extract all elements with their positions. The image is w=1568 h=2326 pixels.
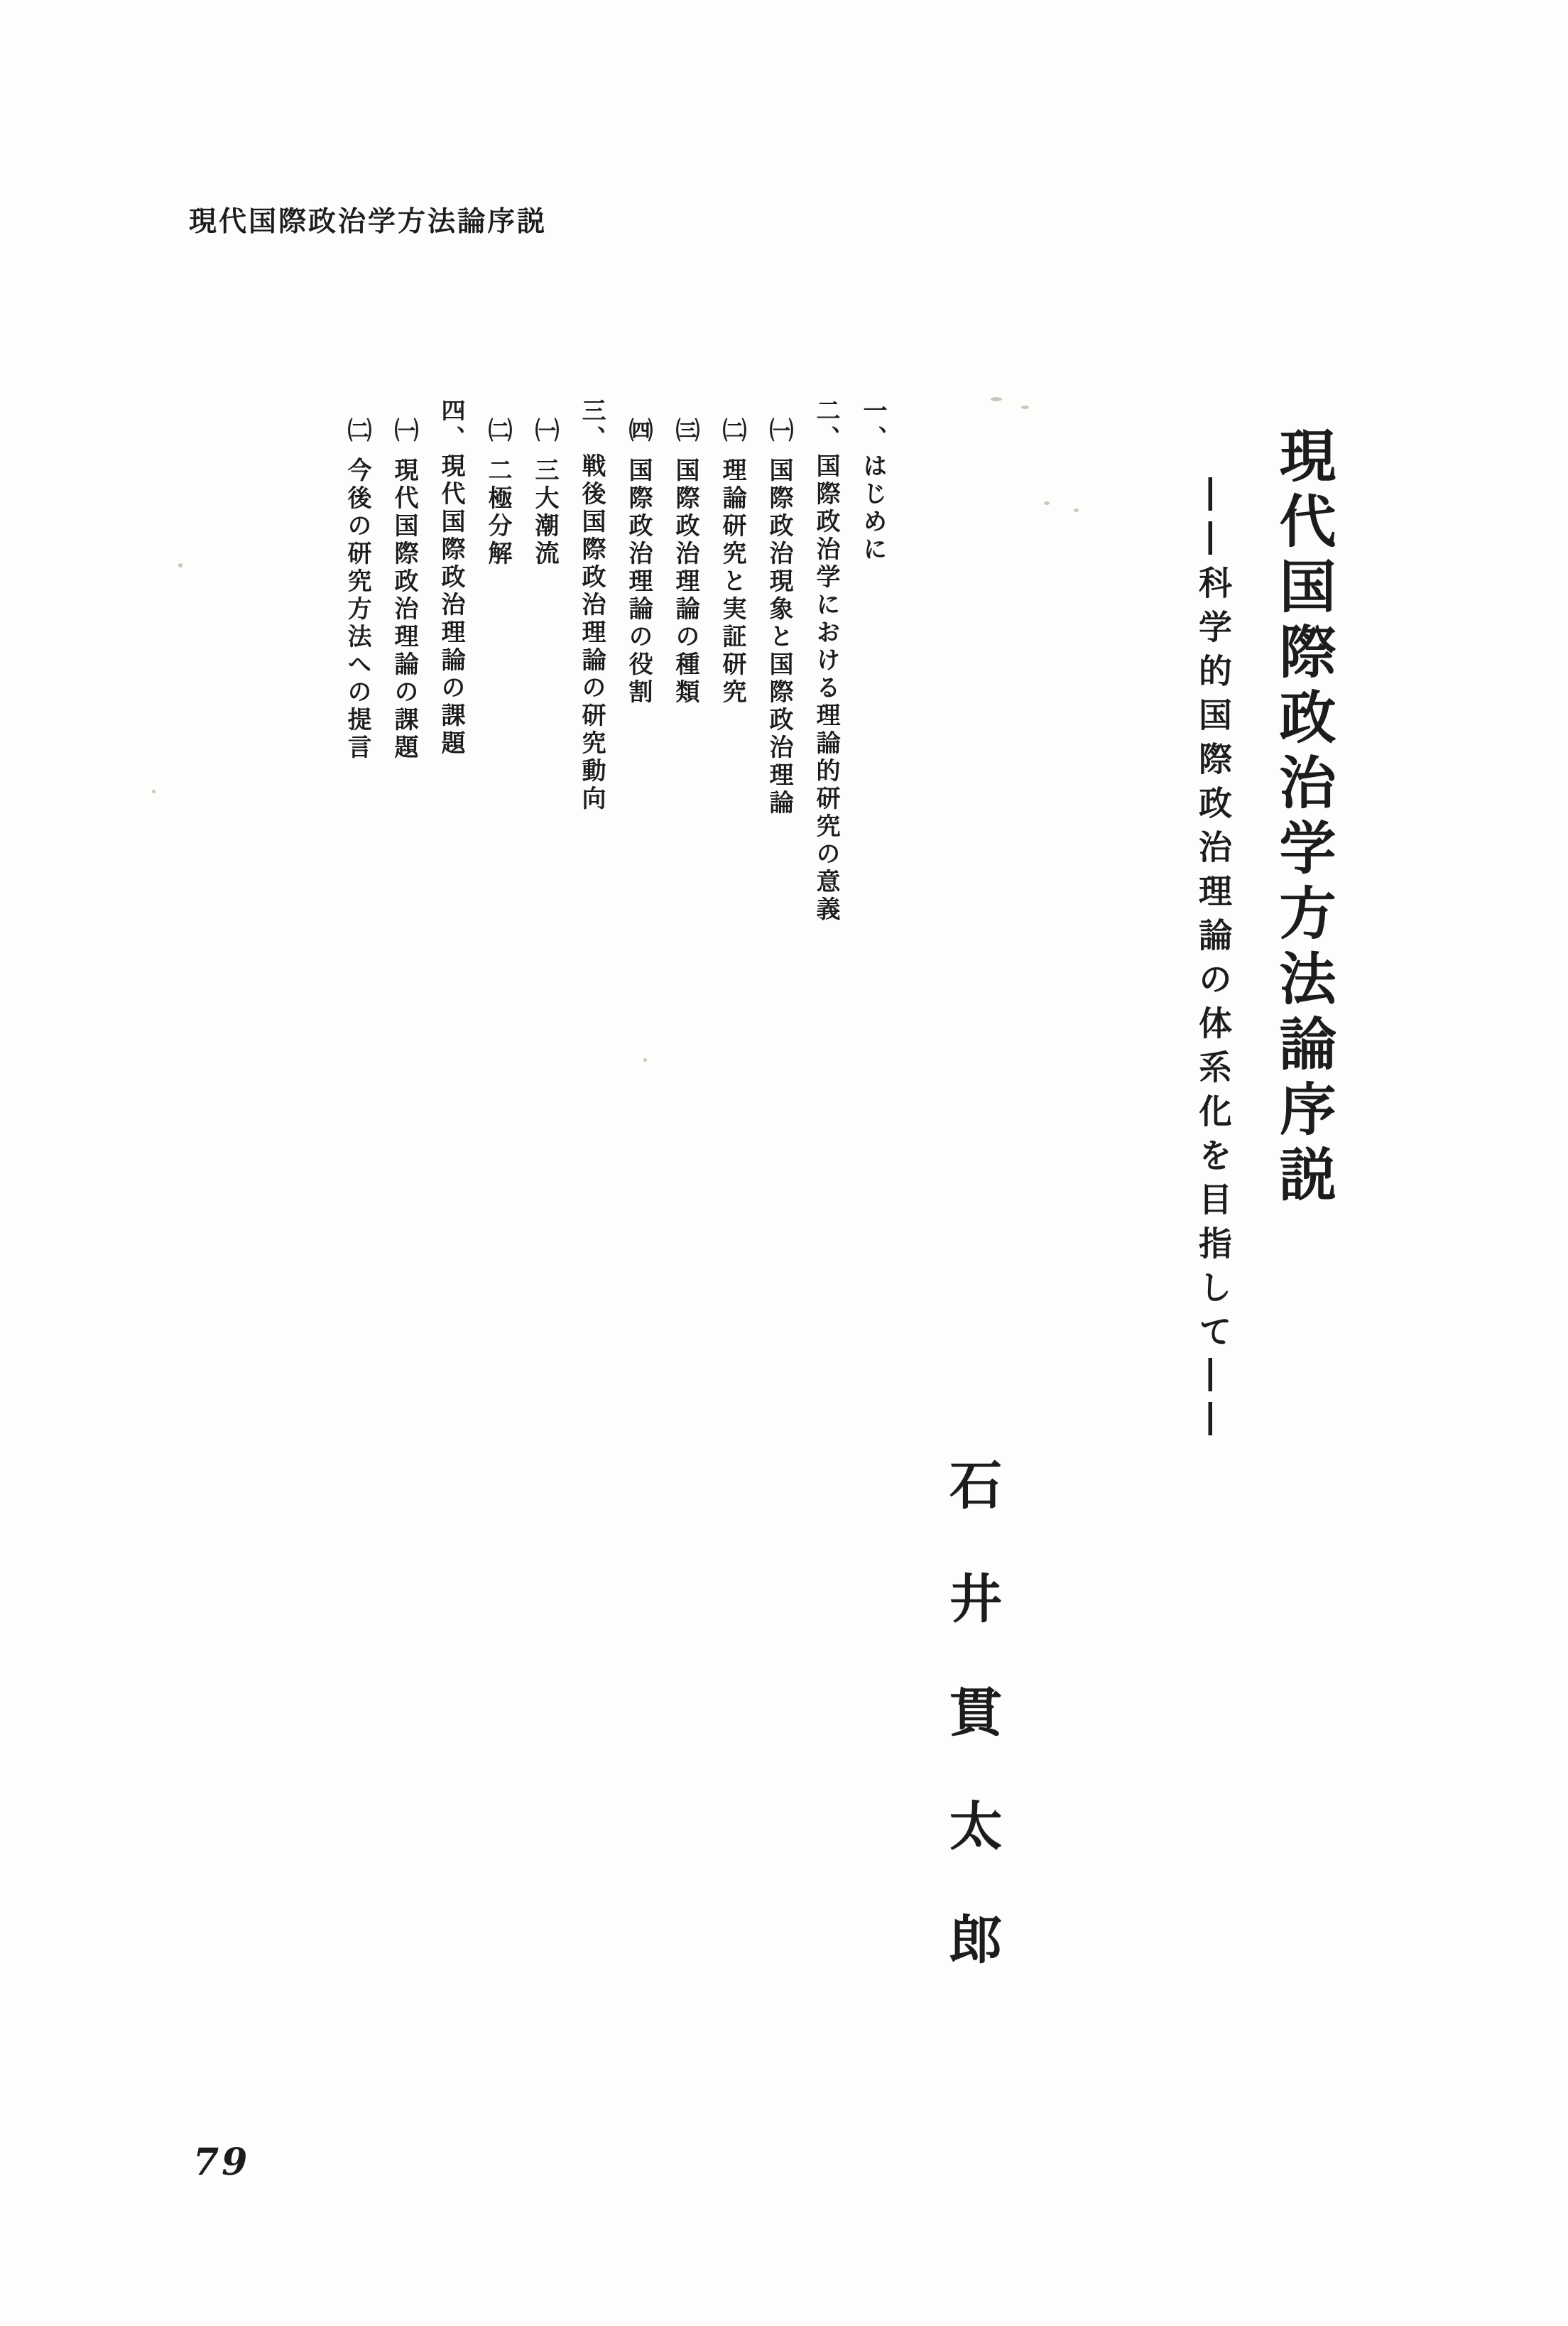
- scan-speckle: [1044, 501, 1050, 505]
- toc-item: ㈡ 今後の研究方法への提言: [343, 418, 371, 762]
- scan-speckle: [991, 397, 1002, 401]
- page-number: 79: [193, 2141, 251, 2184]
- scan-speckle: [643, 1058, 647, 1062]
- toc-item: ㈠ 三大潮流: [530, 418, 559, 568]
- toc-item: ㈡ 理論研究と実証研究: [718, 418, 746, 707]
- author-name: 石井貫太郎: [941, 1457, 1002, 2026]
- toc-item: ㈢ 国際政治理論の種類: [671, 418, 699, 707]
- scan-speckle: [1074, 509, 1079, 512]
- running-header: 現代国際政治学方法論序説: [189, 205, 548, 238]
- toc-item: ㈣ 国際政治理論の役割: [624, 418, 653, 707]
- toc-item: ㈡ 二極分解: [484, 418, 512, 568]
- toc-item: ㈠ 国際政治現象と国際政治理論: [765, 418, 793, 817]
- scan-speckle: [1021, 406, 1029, 409]
- toc-item: 二、国際政治学における理論的研究の意義: [812, 398, 840, 924]
- scan-speckle: [152, 790, 156, 793]
- scan-speckle: [178, 563, 183, 567]
- toc-item: 四、現代国際政治理論の課題: [437, 398, 465, 758]
- article-subtitle: ――科学的国際政治理論の体系化を目指して――: [1193, 477, 1232, 1446]
- article-title: 現代国際政治学方法論序説: [1270, 426, 1336, 1210]
- table-of-contents: [334, 398, 896, 994]
- toc-item: ㈠ 現代国際政治理論の課題: [390, 418, 418, 762]
- toc-item: 一、はじめに: [859, 398, 887, 564]
- toc-item: 三、戦後国際政治理論の研究動向: [577, 398, 606, 813]
